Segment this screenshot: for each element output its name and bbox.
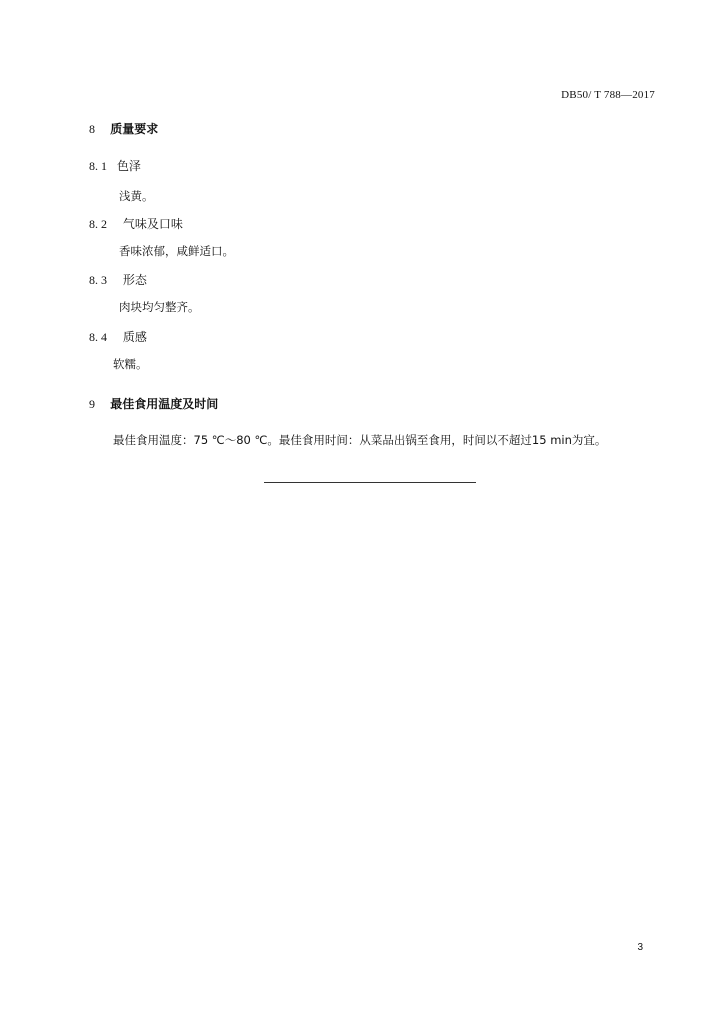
section-number: 8 [89, 122, 95, 136]
section-number: 8. 1 [89, 159, 107, 173]
section-8-1-content: 浅黄。 [119, 189, 154, 203]
section-8-heading [89, 120, 158, 137]
section-8-1-heading [89, 157, 141, 174]
section-9-content: 最佳食用温度：75 ℃～80 ℃。最佳食用时间：从菜品出锅至食用，时间以不超过15 min为宜。 [113, 433, 607, 447]
section-8-4-heading [89, 328, 147, 345]
section-number: 9 [89, 397, 95, 411]
document-code: DB50/ T 788—2017 [561, 89, 655, 101]
section-number: 8. 3 [89, 273, 107, 287]
section-8-3-content: 肉块均匀整齐。 [119, 300, 200, 314]
section-number: 8. 2 [89, 217, 107, 231]
section-8-2-content: 香味浓郁，咸鲜适口。 [119, 244, 234, 258]
section-8-4-content: 软糯。 [113, 357, 148, 371]
section-title: 最佳食用温度及时间 [110, 397, 219, 411]
section-title: 色泽 [116, 159, 141, 173]
section-title: 质量要求 [110, 122, 159, 136]
section-9-heading [89, 395, 218, 412]
section-8-2-heading [89, 215, 183, 232]
section-title: 质感 [122, 330, 147, 344]
end-of-document-rule [264, 482, 476, 483]
section-number: 8. 4 [89, 330, 107, 344]
section-8-3-heading [89, 271, 147, 288]
section-title: 气味及口味 [122, 217, 183, 231]
section-title: 形态 [122, 273, 147, 287]
page-number: 3 [637, 942, 643, 953]
